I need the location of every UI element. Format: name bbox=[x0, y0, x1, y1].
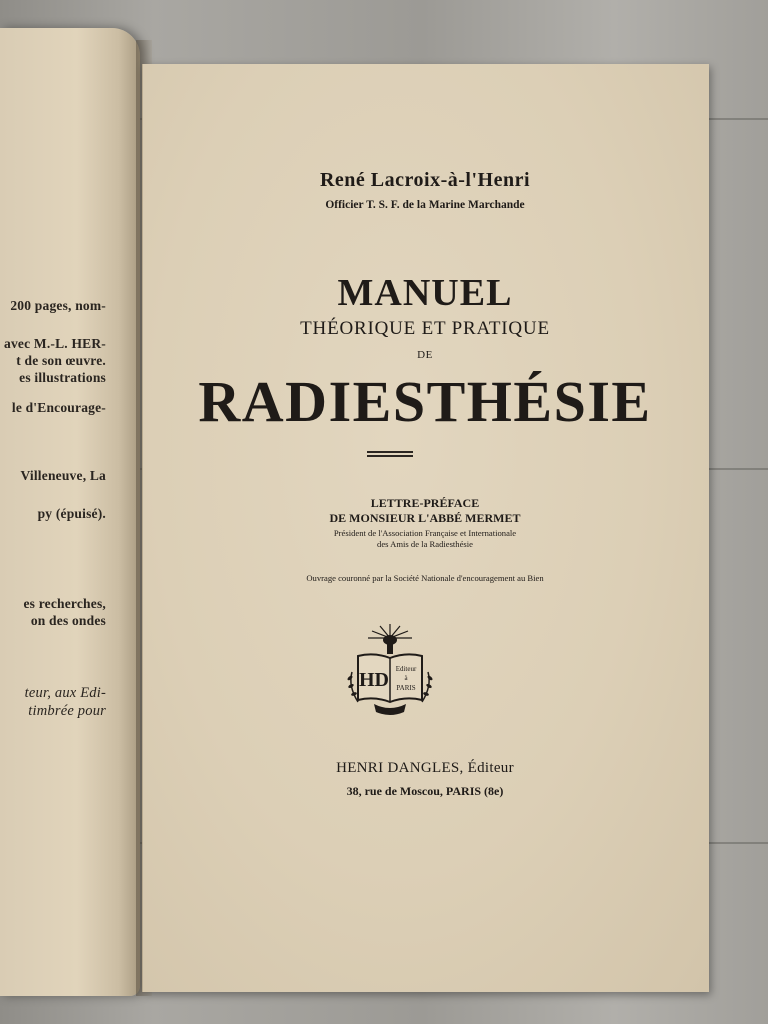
emblem-text-2: à bbox=[404, 674, 408, 682]
award-note: Ouvrage couronné par la Société Nationale d'encouragement au Bien bbox=[306, 573, 544, 583]
preface-author-role: Président de l'Association Française et Internationale bbox=[333, 528, 517, 538]
title-manuel: MANUEL bbox=[337, 272, 513, 314]
publisher-address: 38, rue de Moscou, PARIS (8e) bbox=[346, 784, 504, 798]
emblem-monogram: HD bbox=[359, 669, 389, 691]
preface-heading: LETTRE-PRÉFACE bbox=[370, 496, 480, 510]
author-title: Officier T. S. F. de la Marine Marchande bbox=[325, 199, 525, 211]
left-page-line: py (épuisé). bbox=[37, 506, 106, 521]
title-subtitle: THÉORIQUE ET PRATIQUE bbox=[300, 318, 550, 339]
author-name: René Lacroix-à-l'Henri bbox=[319, 169, 531, 191]
title-main: RADIESTHÉSIE bbox=[198, 369, 652, 434]
left-page-line: le d'Encourage- bbox=[11, 400, 106, 415]
left-page bbox=[0, 28, 140, 996]
left-page-line: es recherches, bbox=[23, 596, 106, 611]
title-rule bbox=[367, 451, 413, 453]
left-page-line: on des ondes bbox=[30, 613, 106, 628]
left-page-line: avec M.-L. HER- bbox=[4, 336, 106, 351]
left-page-line: t de son œuvre. bbox=[16, 353, 106, 368]
preface-author-role-2: des Amis de la Radiesthésie bbox=[377, 539, 473, 549]
left-page-line: timbrée pour bbox=[28, 703, 106, 719]
publisher-emblem-icon bbox=[344, 620, 436, 720]
left-page-line: 200 pages, nom- bbox=[10, 298, 106, 313]
preface-author: DE MONSIEUR L'ABBÉ MERMET bbox=[329, 511, 521, 525]
left-page-line: es illustrations bbox=[19, 370, 106, 385]
left-page-line: Villeneuve, La bbox=[20, 468, 106, 483]
left-page-line: teur, aux Edi- bbox=[24, 685, 106, 701]
emblem-text-1: Editeur bbox=[395, 665, 417, 673]
publisher-name: HENRI DANGLES, Éditeur bbox=[336, 760, 514, 776]
title-rule bbox=[367, 455, 413, 457]
emblem-text-3: PARIS bbox=[396, 684, 416, 692]
title-de: DE bbox=[417, 349, 433, 361]
